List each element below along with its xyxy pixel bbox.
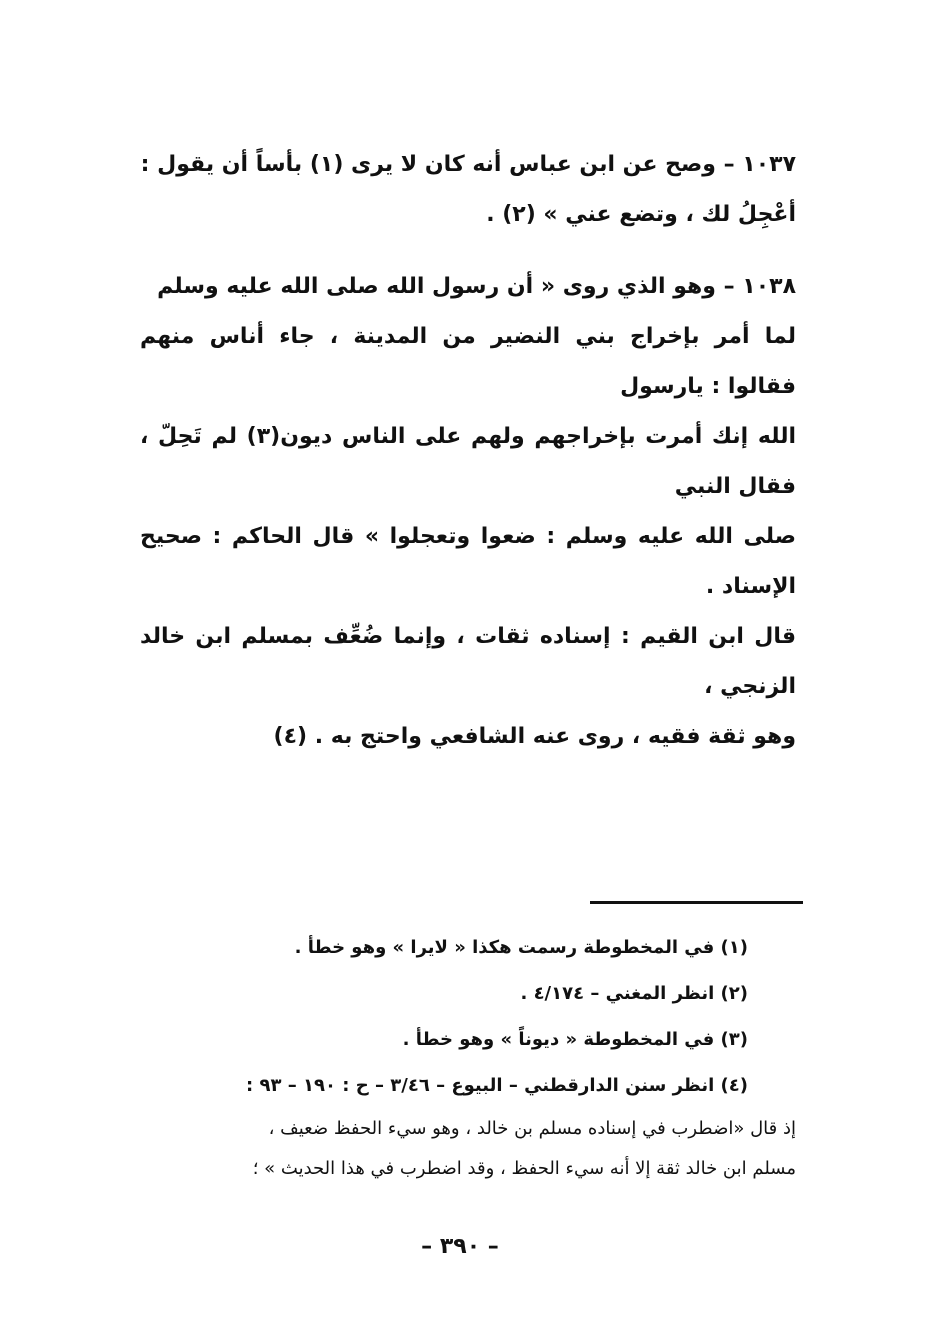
paragraph-1038-line-1: ١٠٣٨ – وهو الذي روى « أن رسول الله صلى الله عليه وسلم (157, 274, 796, 299)
footnote-4-continuation-1: إذ قال «اضطرب في إسناده مسلم بن خالد ، وهو سيء الحفظ ضعيف ، (268, 1118, 796, 1139)
footnote-4: (٤) انظر سنن الدارقطني – البيوع – ٣/٤٦ – ح : ١٩٠ – ٩٣ : (246, 1075, 748, 1096)
footnote-1: (١) في المخطوطة رسمت هكذا « لايرا » وهو خطأ . (294, 937, 748, 958)
footnote-3: (٣) في المخطوطة « ديوناً » وهو خطأ . (402, 1029, 748, 1050)
paragraph-1038-line-2: لما أمر بإخراج بني النضير من المدينة ، جاء أناس منهم فقالوا : يارسول (140, 324, 796, 399)
footnote-separator (590, 901, 803, 904)
paragraph-1037-line-1: ١٠٣٧ – وصح عن ابن عباس أنه كان لا يرى (١) بأساً أن يقول : (140, 152, 796, 177)
paragraph-1037-line-2: أعْجِلُ لك ، وتضع عني » (٢) . (486, 202, 796, 227)
paragraph-1038-line-6: وهو ثقة فقيه ، روى عنه الشافعي واحتج به . (٤) (273, 724, 796, 749)
footnotes (140, 925, 796, 1189)
page-number: – ٣٩٠ – (421, 1234, 499, 1259)
paragraph-1038-line-3: الله إنك أمرت بإخراجهم ولهم على الناس ديون(٣) لم تَحِلّ ، فقال النبي (140, 424, 796, 499)
paragraph-1038-line-4: صلى الله عليه وسلم : ضعوا وتعجلوا » قال الحاكم : صحيح الإسناد . (140, 524, 796, 599)
paragraph-1037 (140, 140, 796, 240)
footnote-2: (٢) انظر المغني – ٤/١٧٤ . (520, 983, 748, 1004)
paragraph-1038 (140, 262, 796, 762)
paragraph-1038-line-5: قال ابن القيم : إسناده ثقات ، وإنما ضُعِّف بمسلم ابن خالد الزنجي ، (140, 624, 796, 699)
footnote-4-continuation-2: مسلم ابن خالد ثقة إلا أنه سيء الحفظ ، وقد اضطرب في هذا الحديث » ؛ (252, 1158, 796, 1179)
